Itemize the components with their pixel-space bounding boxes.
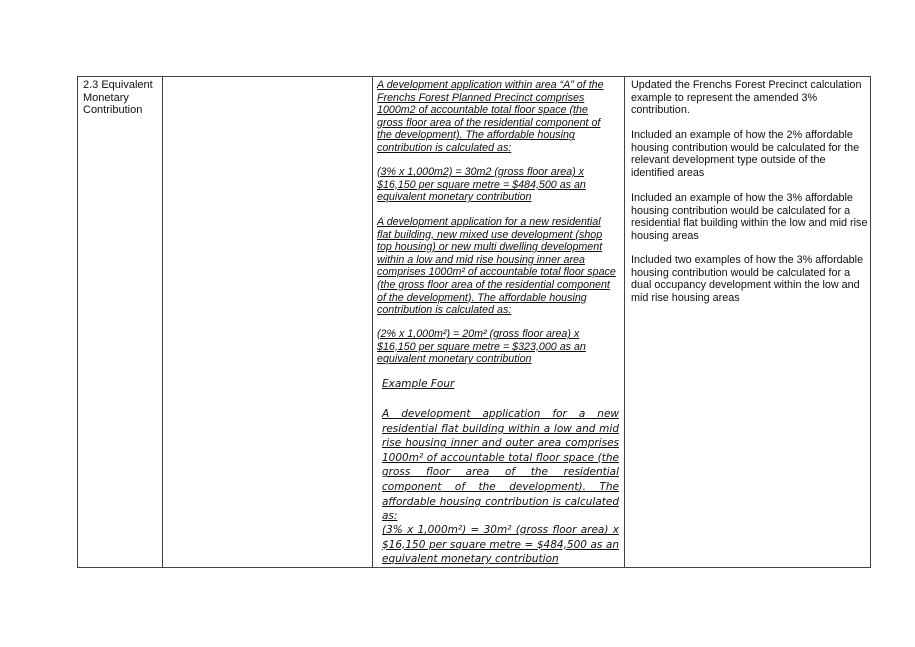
note-4: Included two examples of how the 3% affordable housing contribution would be calculated for a dual occupancy development within the low and mid rise housing areas — [631, 254, 864, 304]
calculation-low-mid-rise: (2% x 1,000m²) = 20m² (gross floor area) x $16,150 per square metre = $323,000 as an equivalent monetary contribution — [377, 328, 586, 366]
calculation-frenchs-forest: (3% x 1,000m2) = 30m2 (gross floor area) x $16,150 per square metre = $484,500 as an equivalent monetary contribution — [377, 166, 586, 204]
section-label: 2.3 Equivalent Monetary Contribution — [83, 79, 153, 116]
example-four-heading: Example Four — [382, 378, 455, 390]
example-frenchs-forest: A development application within area “A” of the Frenchs Forest Planned Precinct comprises 1000m2 of accountable total floor space (the gross floor area of the residential component of the development). The affordable housing contribution is calculated as: — [377, 79, 604, 154]
example-four-body: A development application for a new residential flat building within a low and mid rise housing inner and outer area comprises 1000m² of accountable total floor space (the gross floor area of the residential component of the development). The affordable housing contribution is calculated as: — [382, 408, 619, 523]
example-low-mid-rise: A development application for a new residential flat building, new mixed use development (shop top housing) or new multi dwelling development within a low and mid rise housing inner area comprises 1000m² of accountable total floor space (the gross floor area of the residential component of the development). The affordable housing contribution is calculated as: — [377, 216, 616, 317]
example-four-calculation: (3% x 1,000m²) = 30m² (gross floor area) x $16,150 per square metre = $484,500 as an equivalent monetary contribution — [382, 524, 619, 566]
examples-cell — [373, 77, 625, 567]
empty-cell — [163, 77, 373, 567]
notes-cell — [625, 77, 870, 567]
note-2: Included an example of how the 2% affordable housing contribution would be calculated for the relevant development type outside of the identified areas — [631, 129, 860, 179]
amendments-table — [77, 76, 871, 568]
section-cell — [78, 77, 163, 567]
note-1: Updated the Frenchs Forest Precinct calculation example to represent the amended 3% contribution. — [631, 79, 862, 117]
note-3: Included an example of how the 3% affordable housing contribution would be calculated for a residential flat building within the low and mid rise housing areas — [631, 192, 868, 242]
